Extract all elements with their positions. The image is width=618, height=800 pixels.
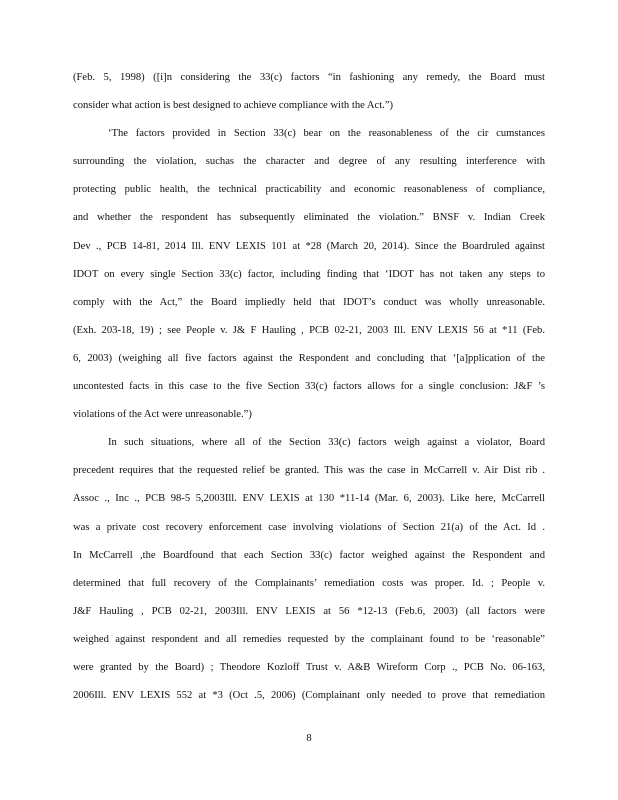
text-line: J&F Hauling , PCB 02-21, 2003Ill. ENV LEXIS at 56 *12-13 (Feb.6, 2003) (all factors were — [73, 605, 545, 617]
text-line: (Exh. 203-18, 19) ; see People v. J& F Hauling , PCB 02-21, 2003 Ill. ENV LEXIS 56 at *11 (Feb. — [73, 324, 545, 336]
text-line: were granted by the Board) ; Theodore Kozloff Trust v. A&B Wireform Corp ., PCB No. 06-163, — [73, 661, 545, 673]
text-line: (Feb. 5, 1998) ([i]n considering the 33(c) factors “in fashioning any remedy, the Board must — [73, 72, 545, 83]
body-text — [73, 64, 545, 710]
text-line: IDOT on every single Section 33(c) factor, including finding that ‘IDOT has not taken any steps to — [73, 268, 545, 280]
page-number: 8 — [306, 733, 312, 744]
text-line: determined that full recovery of the Complainants’ remediation costs was proper. Id. ; People v. — [73, 577, 545, 589]
text-line: Assoc ., Inc ., PCB 98-5 5,2003Ill. ENV LEXIS at 130 *11-14 (Mar. 6, 2003). Like here, McCarrell — [73, 493, 545, 505]
text-line: precedent requires that the requested relief be granted. This was the case in McCarrell v. Air Dist rib . — [73, 465, 545, 477]
text-line: protecting public health, the technical practicability and economic reasonableness of compliance, — [73, 184, 545, 196]
text-line: ‘The factors provided in Section 33(c) bear on the reasonableness of the cir cumstances — [108, 128, 545, 140]
text-line: 2006Ill. ENV LEXIS 552 at *3 (Oct .5, 2006) (Complainant only needed to prove that remediation — [73, 690, 545, 702]
text-line: weighed against respondent and all remedies requested by the complainant found to be ‘reasonable” — [73, 633, 545, 645]
text-line: uncontested facts in this case to the five Section 33(c) factors allows for a single conclusion: J&F ’s — [73, 381, 545, 393]
text-line: consider what action is best designed to achieve compliance with the Act.”) — [73, 100, 394, 112]
text-line: 6, 2003) (weighing all five factors against the Respondent and concluding that ‘[a]pplication of the — [73, 352, 545, 364]
text-line: violations of the Act were unreasonable.”) — [73, 409, 252, 421]
text-line: comply with the Act,” the Board impliedly held that IDOT’s conduct was wholly unreasonable. — [73, 296, 545, 308]
text-line: In McCarrell ,the Boardfound that each Section 33(c) factor weighed against the Respondent and — [73, 549, 545, 561]
text-line: In such situations, where all of the Section 33(c) factors weigh against a violator, Board — [108, 437, 545, 449]
text-line: Dev ., PCB 14-81, 2014 Ill. ENV LEXIS 101 at *28 (March 20, 2014). Since the Boardruled against — [73, 240, 545, 252]
text-line: surrounding the violation, suchas the character and degree of any resulting interference with — [73, 156, 545, 168]
text-line: was a private cost recovery enforcement case involving violations of Section 21(a) of the Act. Id . — [73, 521, 545, 533]
text-line: and whether the respondent has subsequently eliminated the violation.” BNSF v. Indian Creek — [73, 212, 545, 224]
